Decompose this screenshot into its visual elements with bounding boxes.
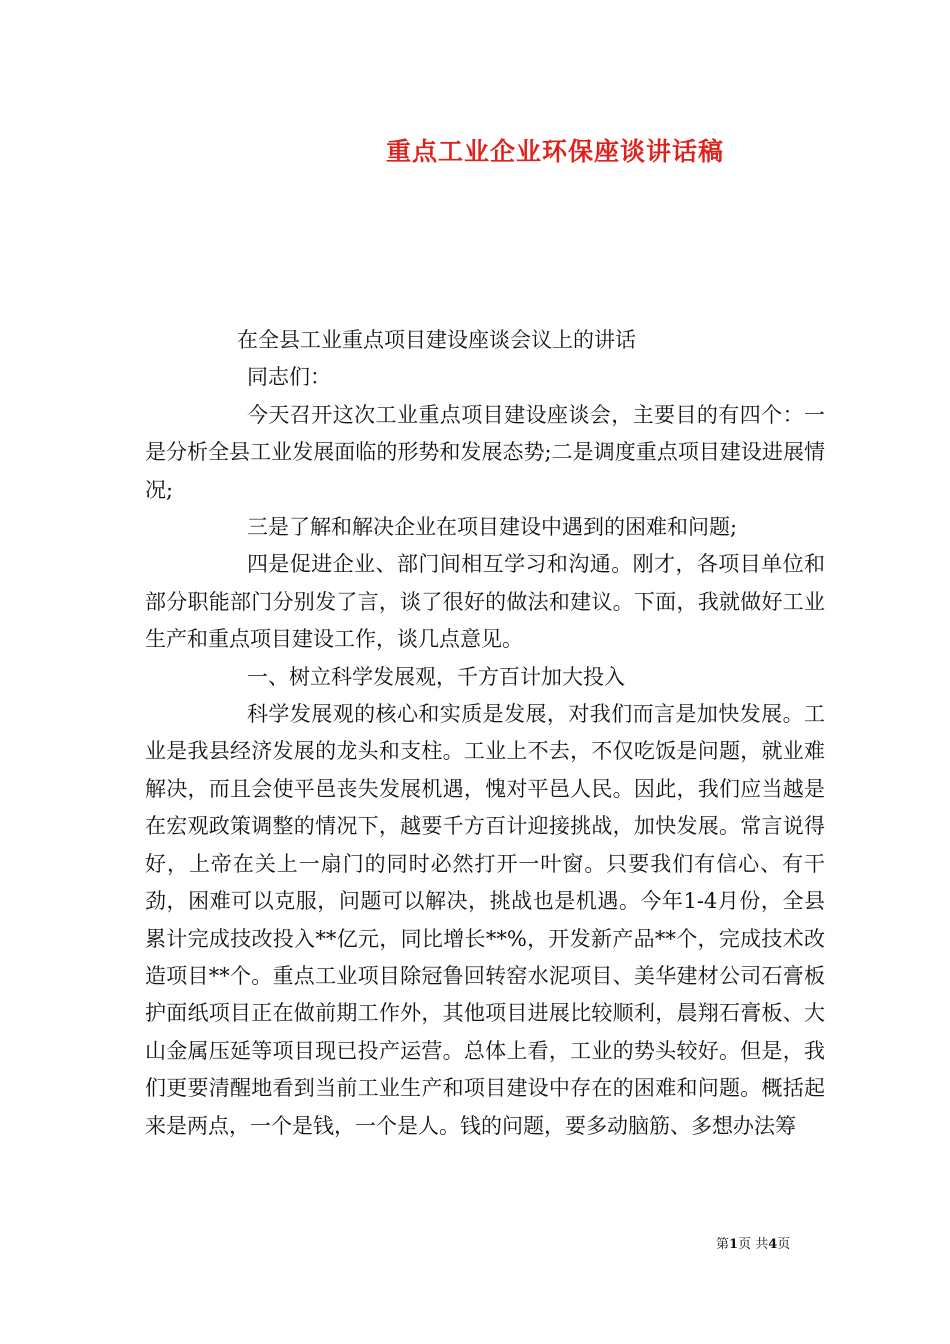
paragraph-point-four: 四是促进企业、部门间相互学习和沟通。刚才，各项目单位和部分职能部门分别发了言，谈了很好的做法和建议。下面，我就做好工业生产和重点项目建设工作，谈几点意见。 [145,552,825,652]
footer-total-pages: 4 [768,1237,778,1252]
document-body [145,322,825,1145]
salutation: 同志们： [247,365,331,390]
page-footer [716,1233,790,1252]
footer-page-number: 1 [729,1237,739,1252]
footer-prefix: 第 [716,1237,730,1252]
document-title: 重点工业企业环保座谈讲话稿 [385,137,724,166]
paragraph-section-one-body: 科学发展观的核心和实质是发展，对我们而言是加快发展。工业是我县经济发展的龙头和支柱。工业上不去，不仅吃饭是问题，就业难解决，而且会使平邑丧失发展机遇，愧对平邑人民。因此，我们应当越是在宏观政策调整的情况下，越要千方百计迎接挑战，加快发展。常言说得好，上帝在关上一扇门的同时必然打开一叶窗。只要我们有信心、有干劲，困难可以克服，问题可以解决，挑战也是机遇。今年1-4月份，全县累计完成技改投入**亿元，同比增长**%，开发新产品**个，完成技术改造项目**个。重点工业项目除冠鲁回转窑水泥项目、美华建材公司石膏板护面纸项目正在做前期工作外，其他项目进展比较顺利，晨翔石膏板、大山金属压延等项目现已投产运营。总体上看，工业的势头较好。但是，我们更要清醒地看到当前工业生产和项目建设中存在的困难和问题。概括起来是两点，一个是钱，一个是人。钱的问题，要多动脑筋、多想办法筹 [145,702,825,1138]
section-heading-one: 一、树立科学发展观，千方百计加大投入 [247,664,625,689]
paragraph-point-three: 三是了解和解决企业在项目建设中遇到的困难和问题; [247,515,738,540]
paragraph-intro: 今天召开这次工业重点项目建设座谈会，主要目的有四个：一是分析全县工业发展面临的形势和发展态势;二是调度重点项目建设进展情况; [145,402,825,502]
footer-suffix: 页 [777,1237,791,1252]
footer-middle: 页 共 [738,1237,769,1252]
speech-heading: 在全县工业重点项目建设座谈会议上的讲话 [237,328,636,352]
